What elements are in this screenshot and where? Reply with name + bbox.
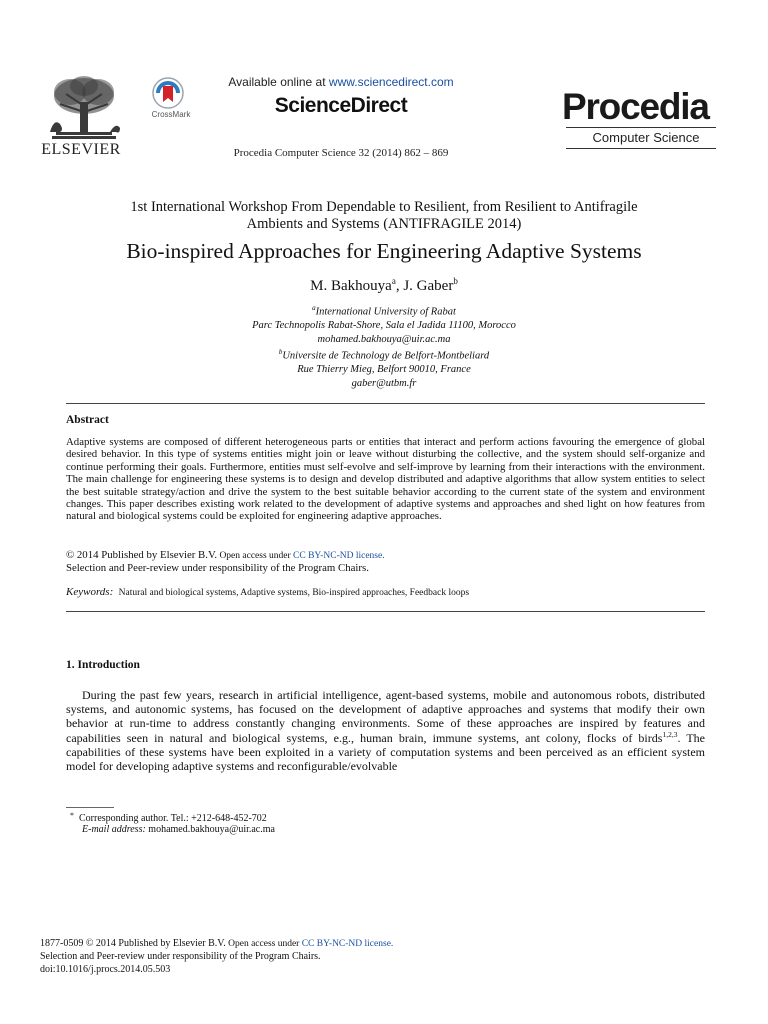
affiliation-a-name: International University of Rabat — [315, 306, 456, 318]
author-1: M. Bakhouya — [310, 278, 392, 294]
available-online-prefix: Available online at — [228, 75, 329, 89]
footnote-email — [82, 824, 682, 835]
author-2: J. Gaber — [403, 278, 454, 294]
elsevier-wordmark: ELSEVIER — [41, 141, 121, 158]
intro-text-part-2: . The capabilities of these systems have been exploited in a variety of computation systems and been perceived as an efficient system model for developing adaptive systems and reconfigurable/evolvable — [66, 730, 705, 774]
footer-peer-review: Selection and Peer-review under responsibility of the Program Chairs. — [40, 951, 321, 962]
intro-text-part-1: During the past few years, research in artificial intelligence, agent-based systems, mobile and autonomous robots, distributed systems, and autonomic systems, has focused on the development of adaptive approaches and systems that modify their own behavior at run-time to address constantly changing environments. Some of these approaches are inspired by features and capabilities seen in natural and biological systems, e.g., human brain, immune systems, ant colony, flocks of birds — [66, 688, 705, 745]
footer-doi[interactable]: doi:10.1016/j.procs.2014.05.503 — [40, 964, 171, 975]
procedia-rule-top — [566, 127, 716, 128]
abstract-top-rule — [66, 403, 705, 404]
keywords — [66, 586, 705, 598]
affiliation-a-name-line — [40, 302, 728, 319]
affiliation-a-email: mohamed.bakhouya@uir.ac.ma — [317, 333, 451, 345]
citation-marker[interactable]: 1,2,3 — [662, 729, 678, 739]
workshop-line-2: Ambients and Systems (ANTIFRAGILE 2014) — [246, 216, 522, 232]
procedia-logo-subtitle: Computer Science — [592, 130, 700, 145]
elsevier-tree-logo — [40, 72, 128, 144]
author-list — [40, 276, 728, 295]
author-separator: , — [395, 278, 404, 294]
footer-issn-copyright — [40, 938, 640, 950]
affiliation-a-address: Parc Technopolis Rabat-Shore, Sala el Jadida 11100, Morocco — [252, 320, 516, 332]
footnote-star: * — [70, 811, 74, 820]
journal-reference: Procedia Computer Science 32 (2014) 862 – 869 — [233, 147, 449, 159]
keywords-label: Keywords: — [66, 586, 114, 598]
footer-issn-text: 1877-0509 © 2014 Published by Elsevier B.V. — [40, 938, 226, 949]
sciencedirect-url-link[interactable]: www.sciencedirect.com — [328, 75, 454, 89]
footer-license-link[interactable]: CC BY-NC-ND license. — [301, 939, 394, 949]
keywords-values: Natural and biological systems, Adaptive systems, Bio-inspired approaches, Feedback loops — [118, 588, 470, 598]
footnote-corresponding-author — [70, 811, 670, 824]
email-label: E-mail address: — [82, 824, 146, 835]
abstract-bottom-rule — [66, 611, 705, 612]
license-link[interactable]: CC BY-NC-ND license. — [293, 551, 385, 561]
abstract-body: Adaptive systems are composed of different heterogeneous parts or entities that interact and perform actions favouring the emergence of global desired behavior. In this type of systems entities might join or leave without disturbing the collective, and the system should self-organize and continue performing their goals. Furthermore, entities must self-evolve and self-improve by learning from their interactions with the environment. The main challenge for engineering these systems is to design and develop distributed and adaptive algorithms that allow system entities to select the best suitable strategy/action and drive the system to the best suitable behavior according to the current state of the system and environment changes. This paper describes existing work related to the development of adaptive systems and approaches and shed light on how features from natural and biological systems could be exploited for engineering adaptive approaches. — [66, 436, 705, 523]
copyright-text: © 2014 Published by Elsevier B.V. — [66, 549, 218, 561]
paper-title: Bio-inspired Approaches for Engineering Adaptive Systems — [126, 239, 642, 263]
affiliations — [40, 302, 728, 391]
open-access-text: Open access under — [217, 551, 294, 561]
email-address: mohamed.bakhouya@uir.ac.ma — [145, 824, 275, 835]
section-heading-introduction: 1. Introduction — [66, 659, 140, 671]
introduction-paragraph — [66, 688, 705, 773]
footer-open-access-text: Open access under — [225, 939, 302, 949]
workshop-name — [80, 199, 688, 233]
available-online-line — [180, 75, 502, 89]
workshop-line-1: 1st International Workshop From Dependable to Resilient, from Resilient to Antifragile — [130, 199, 638, 215]
abstract-peer-review: Selection and Peer-review under responsibility of the Program Chairs. — [66, 562, 369, 574]
affiliation-b-name-line — [40, 346, 728, 363]
affiliation-b-address: Rue Thierry Mieg, Belfort 90010, France — [297, 364, 471, 376]
sciencedirect-logo: ScienceDirect — [274, 94, 408, 117]
author-1-affil-mark: a — [391, 276, 396, 286]
procedia-rule-bottom — [566, 148, 716, 149]
author-2-affil-mark: b — [453, 276, 458, 286]
footnote-corresponding-text: Corresponding author. Tel.: +212-648-452-702 — [79, 813, 267, 824]
footnote-rule — [66, 807, 114, 808]
abstract-heading: Abstract — [66, 414, 109, 426]
affiliation-b-mark: b — [278, 348, 283, 357]
abstract-copyright — [66, 549, 705, 562]
crossmark-label: CrossMark — [151, 110, 191, 119]
affiliation-a-mark: a — [312, 304, 316, 312]
affiliation-b-email: gaber@utbm.fr — [351, 377, 417, 389]
procedia-logo-word: Procedia — [562, 86, 709, 127]
affiliation-b-name: Universite de Technology de Belfort-Montbeliard — [282, 350, 490, 362]
